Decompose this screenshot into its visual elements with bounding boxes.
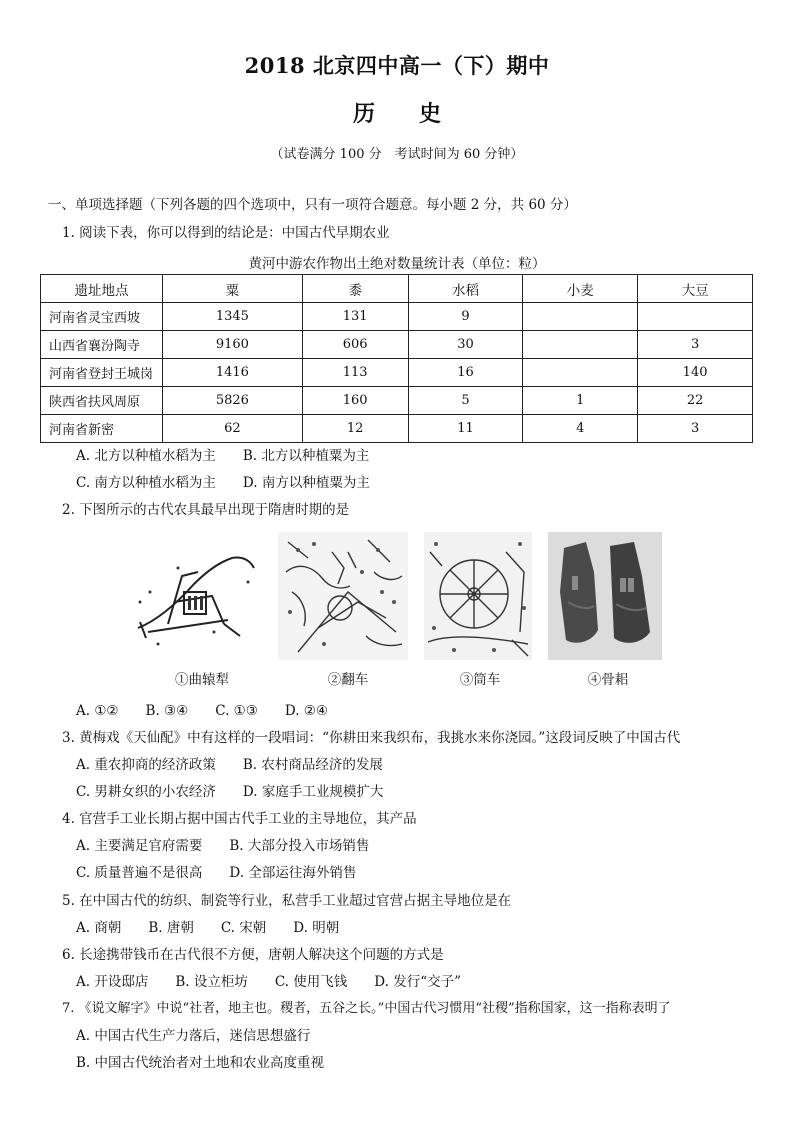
table-cell: 62 [163, 415, 303, 443]
table-cell [523, 303, 638, 331]
table-cell: 131 [302, 303, 408, 331]
curved-plough-illustration [128, 532, 264, 660]
question-5-options: A. 商朝 B. 唐朝 C. 宋朝 D. 明朝 [76, 920, 340, 936]
table-cell: 山西省襄汾陶寺 [41, 331, 163, 359]
question-1-stem: 1. 阅读下表，你可以得到的结论是：中国古代早期农业 [62, 225, 390, 241]
question-6-stem: 6. 长途携带钱币在古代很不方便，唐朝人解决这个问题的方式是 [62, 947, 444, 963]
question-3-options-ab: A. 重农抑商的经济政策 B. 农村商品经济的发展 [76, 757, 383, 773]
table-header-cell: 黍 [302, 275, 408, 303]
table-caption: 黄河中游农作物出土绝对数量统计表（单位：粒） [248, 256, 546, 272]
table-cell: 4 [523, 415, 638, 443]
table-cell: 140 [638, 359, 753, 387]
table-row [41, 387, 753, 415]
table-cell: 606 [302, 331, 408, 359]
question-5-stem: 5. 在中国古代的纺织、制瓷等行业，私营手工业超过官营占据主导地位是在 [62, 893, 512, 909]
question-7-option-b: B. 中国古代统治者对土地和农业高度重视 [76, 1055, 325, 1071]
bone-spade-photo [548, 532, 662, 660]
question-2-options: A. ①② B. ③④ C. ①③ D. ②④ [76, 703, 329, 719]
table-row [41, 415, 753, 443]
table-header-cell: 粟 [163, 275, 303, 303]
table-cell: 3 [638, 331, 753, 359]
table-cell: 河南省新密 [41, 415, 163, 443]
table-cell: 陕西省扶风周原 [41, 387, 163, 415]
question-1-options-ab: A. 北方以种植水稻为主 B. 北方以种植粟为主 [76, 448, 370, 464]
table-header-cell: 水稻 [408, 275, 523, 303]
question-3-stem: 3. 黄梅戏《天仙配》中有这样的一段唱词：“你耕田来我织布，我挑水来你浇园。”这段词反映了中国古代 [62, 730, 681, 746]
tube-wheel-illustration [424, 532, 532, 660]
crop-statistics-table [40, 274, 753, 443]
subject-title: 历史 [352, 101, 485, 127]
table-header-cell: 大豆 [638, 275, 753, 303]
question-7-option-a: A. 中国古代生产力落后，迷信思想盛行 [76, 1028, 311, 1044]
table-cell: 5 [408, 387, 523, 415]
question-4-options-ab: A. 主要满足官府需要 B. 大部分投入市场销售 [76, 838, 370, 854]
question-3-options-cd: C. 男耕女织的小农经济 D. 家庭手工业规模扩大 [76, 784, 384, 800]
table-cell: 1345 [163, 303, 303, 331]
table-cell: 1 [523, 387, 638, 415]
table-cell [638, 303, 753, 331]
exam-info: （试卷满分 100 分 考试时间为 60 分钟） [270, 147, 524, 162]
table-cell: 5826 [163, 387, 303, 415]
table-cell [523, 331, 638, 359]
table-cell: 160 [302, 387, 408, 415]
table-cell: 1416 [163, 359, 303, 387]
figure-caption: ②翻车 [327, 672, 369, 688]
question-4-stem: 4. 官营手工业长期占据中国古代手工业的主导地位，其产品 [62, 811, 417, 827]
figure-caption: ①曲辕犁 [175, 672, 229, 688]
table-cell: 16 [408, 359, 523, 387]
question-1-options-cd: C. 南方以种植水稻为主 D. 南方以种植粟为主 [76, 475, 370, 491]
table-header-cell: 小麦 [523, 275, 638, 303]
table-cell: 9160 [163, 331, 303, 359]
chain-pump-illustration [278, 532, 408, 660]
exam-title: 2018 北京四中高一（下）期中 [244, 53, 550, 78]
table-cell: 11 [408, 415, 523, 443]
question-6-options: A. 开设邸店 B. 设立柜坊 C. 使用飞钱 D. 发行“交子” [76, 974, 461, 990]
section-heading: 一、单项选择题（下列各题的四个选项中，只有一项符合题意。每小题 2 分，共 60 分） [48, 197, 577, 213]
table-header-row [41, 275, 753, 303]
table-cell: 河南省灵宝西坡 [41, 303, 163, 331]
table-cell: 3 [638, 415, 753, 443]
question-4-options-cd: C. 质量普遍不是很高 D. 全部运往海外销售 [76, 865, 357, 881]
table-cell: 30 [408, 331, 523, 359]
figure-caption: ④骨耜 [587, 672, 629, 688]
table-row [41, 359, 753, 387]
table-header-cell: 遗址地点 [41, 275, 163, 303]
table-cell: 22 [638, 387, 753, 415]
question-2-stem: 2. 下图所示的古代农具最早出现于隋唐时期的是 [62, 502, 350, 518]
table-cell: 河南省登封王城岗 [41, 359, 163, 387]
table-cell: 9 [408, 303, 523, 331]
question-7-stem: 7. 《说文解字》中说“社者，地主也。稷者，五谷之长。”中国古代习惯用“社稷”指称国家，这一指称表明了 [62, 1001, 671, 1016]
table-cell [523, 359, 638, 387]
table-row [41, 303, 753, 331]
table-cell: 12 [302, 415, 408, 443]
figure-caption: ③筒车 [459, 672, 501, 688]
table-cell: 113 [302, 359, 408, 387]
table-row [41, 331, 753, 359]
